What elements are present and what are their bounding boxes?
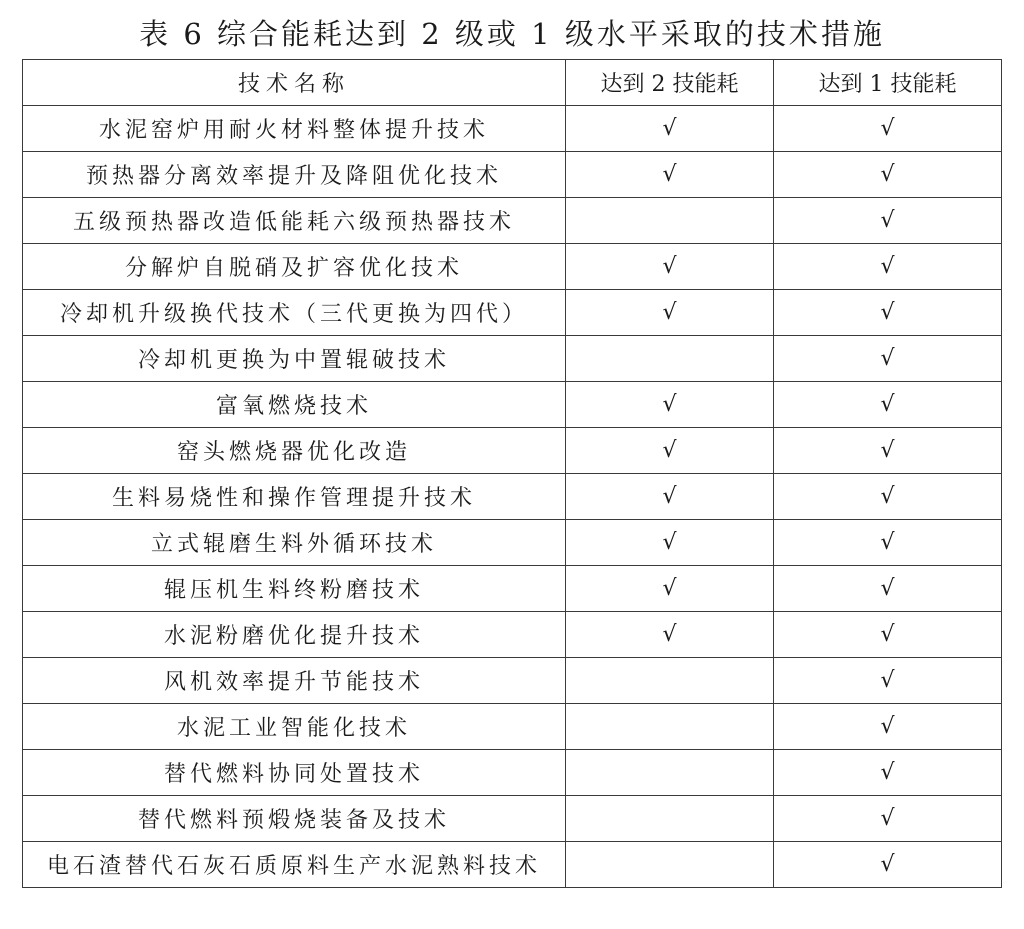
level-2-check-cell: √	[566, 382, 774, 428]
technology-name-cell: 冷却机更换为中置辊破技术	[23, 336, 566, 382]
table-row	[23, 520, 1002, 566]
technology-name-cell: 分解炉自脱硝及扩容优化技术	[23, 244, 566, 290]
level-1-check-cell: √	[774, 750, 1002, 796]
technology-name-cell: 水泥粉磨优化提升技术	[23, 612, 566, 658]
level-2-check-cell: √	[566, 106, 774, 152]
level-1-check-cell: √	[774, 428, 1002, 474]
technology-name-cell: 冷却机升级换代技术（三代更换为四代）	[23, 290, 566, 336]
technology-name-cell: 风机效率提升节能技术	[23, 658, 566, 704]
table-row	[23, 566, 1002, 612]
level-1-check-cell: √	[774, 658, 1002, 704]
level-1-check-cell: √	[774, 106, 1002, 152]
level-2-check-cell: √	[566, 290, 774, 336]
technology-name-cell: 水泥窑炉用耐火材料整体提升技术	[23, 106, 566, 152]
technology-name-cell: 水泥工业智能化技术	[23, 704, 566, 750]
level-2-check-cell: √	[566, 474, 774, 520]
level-1-check-cell: √	[774, 842, 1002, 888]
table-row	[23, 704, 1002, 750]
table-row	[23, 382, 1002, 428]
technology-name-cell: 窑头燃烧器优化改造	[23, 428, 566, 474]
table-row	[23, 750, 1002, 796]
table-row	[23, 290, 1002, 336]
level-1-check-cell: √	[774, 152, 1002, 198]
level-2-check-cell	[566, 658, 774, 704]
table-row	[23, 612, 1002, 658]
technology-name-cell: 辊压机生料终粉磨技术	[23, 566, 566, 612]
level-1-check-cell: √	[774, 198, 1002, 244]
table-row	[23, 198, 1002, 244]
level-2-check-cell: √	[566, 244, 774, 290]
technology-name-cell: 立式辊磨生料外循环技术	[23, 520, 566, 566]
technology-name-cell: 五级预热器改造低能耗六级预热器技术	[23, 198, 566, 244]
level-1-check-cell: √	[774, 796, 1002, 842]
header-level-2: 达到 2 技能耗	[566, 60, 774, 106]
technology-name-cell: 预热器分离效率提升及降阻优化技术	[23, 152, 566, 198]
level-1-check-cell: √	[774, 704, 1002, 750]
level-2-check-cell: √	[566, 566, 774, 612]
technology-name-cell: 电石渣替代石灰石质原料生产水泥熟料技术	[23, 842, 566, 888]
level-1-check-cell: √	[774, 520, 1002, 566]
technology-name-cell: 富氧燃烧技术	[23, 382, 566, 428]
level-2-check-cell	[566, 704, 774, 750]
level-1-check-cell: √	[774, 566, 1002, 612]
level-2-check-cell	[566, 796, 774, 842]
technology-name-cell: 生料易烧性和操作管理提升技术	[23, 474, 566, 520]
technology-name-cell: 替代燃料预煅烧装备及技术	[23, 796, 566, 842]
level-1-check-cell: √	[774, 612, 1002, 658]
table-title: 表 6 综合能耗达到 2 级或 1 级水平采取的技术措施	[139, 17, 885, 51]
level-2-check-cell: √	[566, 520, 774, 566]
level-1-check-cell: √	[774, 474, 1002, 520]
level-2-check-cell: √	[566, 612, 774, 658]
level-2-check-cell	[566, 842, 774, 888]
technical-measures-table	[22, 59, 1002, 888]
technology-name-cell: 替代燃料协同处置技术	[23, 750, 566, 796]
level-1-check-cell: √	[774, 290, 1002, 336]
level-2-check-cell	[566, 750, 774, 796]
table-row	[23, 796, 1002, 842]
header-level-1: 达到 1 技能耗	[774, 60, 1002, 106]
table-row	[23, 106, 1002, 152]
table-row	[23, 244, 1002, 290]
level-1-check-cell: √	[774, 382, 1002, 428]
table-row	[23, 658, 1002, 704]
table-row	[23, 428, 1002, 474]
level-1-check-cell: √	[774, 244, 1002, 290]
level-2-check-cell: √	[566, 428, 774, 474]
table-row	[23, 474, 1002, 520]
table-row	[23, 336, 1002, 382]
table-row	[23, 842, 1002, 888]
level-2-check-cell: √	[566, 152, 774, 198]
table-body	[23, 106, 1002, 888]
level-2-check-cell	[566, 336, 774, 382]
table-row	[23, 152, 1002, 198]
header-technology-name: 技术名称	[23, 60, 566, 106]
level-1-check-cell: √	[774, 336, 1002, 382]
level-2-check-cell	[566, 198, 774, 244]
table-header-row	[23, 60, 1002, 106]
